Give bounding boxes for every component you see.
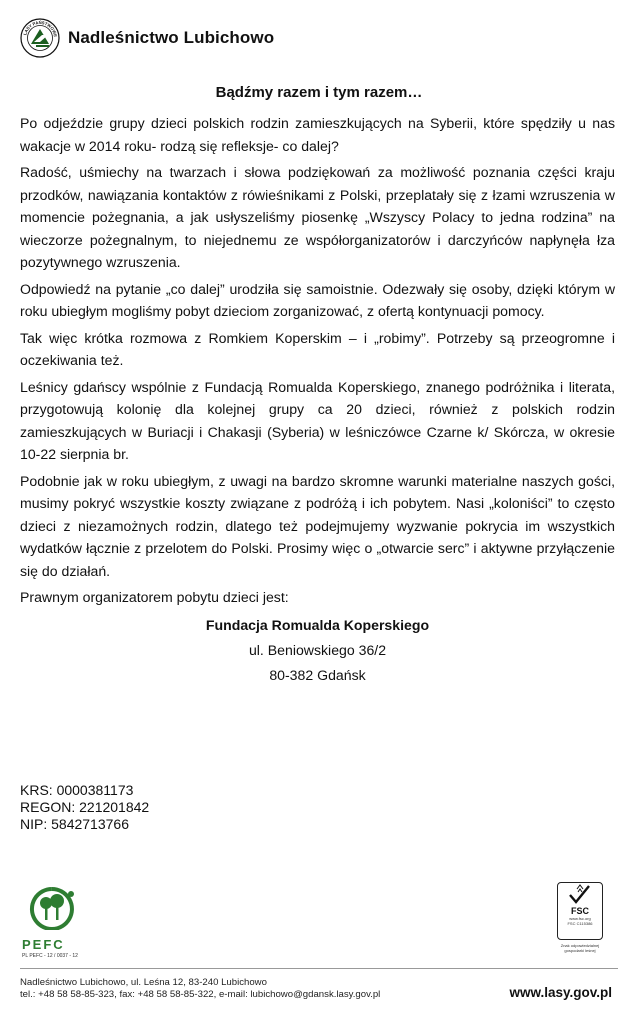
- pefc-logo-icon: [22, 886, 82, 930]
- foundation-name: Fundacja Romualda Koperskiego: [205, 616, 430, 633]
- paragraph: Prawnym organizatorem pobytu dzieci jest:: [20, 589, 289, 605]
- paragraph: Leśnicy gdańscy wspólnie z Fundacją Romualda Koperskiego, znanego podróżnika i literata, przygotowują kolonię dla kolejnej grupy ca 20 dzieci, również z polskich rodzin zamieszkujących w Buriacji i Chakasji (Syberia) w leśniczówce Czarne k/ Skórcza, w okresie 10-22 sierpnia br.: [20, 378, 615, 462]
- paragraph: Podobnie jak w roku ubiegłym, z uwagi na bardzo skromne warunki materialne naszych gości, musimy pokryć wszystkie koszty związane z podróżą i ich pobytem. Nasi „koloniści” to często dzieci z niezamożnych rodzin, dlatego też podejmujemy wyzwanie pokrycia im wszystkich wydatków łącznie z przelotem do Polski. Prosimy więc o „otwarcie serc” i aktywne przyłączenie się do działań.: [20, 472, 615, 579]
- organizer-address: [20, 613, 615, 688]
- footer-contact: [20, 977, 380, 1001]
- fsc-logo: [557, 882, 603, 940]
- fsc-code: FSC C115386: [567, 921, 593, 926]
- footer-contact-line: tel.: +48 58 58-85-323, fax: +48 58 58-85-322, e-mail: lubichowo@gdansk.lasy.gov.pl: [20, 989, 381, 1000]
- letter-body: [20, 112, 615, 688]
- fsc-certification: [552, 882, 608, 953]
- fsc-caption-2: gospodarki leśnej: [564, 948, 596, 953]
- paragraph: Po odjeździe grupy dzieci polskich rodzin zamieszkujących na Syberii, które spędziły u nas wakacje w 2014 roku- rodzą się refleksje- co dalej?: [20, 115, 615, 154]
- org-name: Nadleśnictwo Lubichowo: [68, 28, 275, 47]
- footer-divider: [20, 968, 618, 969]
- letter-title: Bądźmy razem i tym razem…: [215, 84, 423, 101]
- regon-number: REGON: 221201842: [20, 799, 150, 815]
- paragraph: Radość, uśmiechy na twarzach i słowa podziękowań za możliwość poznania części kraju przodków, nawiązania kontaktów z rówieśnikami z Polski, przeplatały się z łzami wzruszenia w momencie pożegnania, a jak usłyszeliśmy piosenkę „Wszyscy Polacy to jedna rodzina” na wieczorze pożegnalnym, to niejednemu ze współorganizatorów i darczyńców napłynęła łza pozytywnego wzruszenia.: [20, 164, 615, 270]
- pefc-certification: [22, 886, 92, 959]
- lasy-panstwowe-logo: [20, 18, 60, 58]
- pefc-word: PEFC: [22, 937, 65, 952]
- paragraph: Tak więc krótka rozmowa z Romkiem Koperskim – i „robimy”. Potrzeby są przeogromne i oczekiwania też.: [20, 329, 615, 368]
- pefc-code: PL PEFC - 12 / 0037 - 12: [22, 953, 78, 959]
- fsc-word: FSC: [571, 906, 589, 916]
- nip-number: NIP: 5842713766: [20, 816, 129, 832]
- foundation-city: 80-382 Gdańsk: [269, 666, 366, 683]
- registration-ids: [20, 782, 149, 833]
- fsc-site: www.fsc.org: [569, 916, 591, 921]
- letterhead: [20, 16, 274, 60]
- logo-ring-text: LASY PAŃSTWOWE: [22, 19, 58, 38]
- website-link[interactable]: www.lasy.gov.pl: [509, 985, 612, 1000]
- krs-number: KRS: 0000381173: [20, 782, 134, 798]
- foundation-street: ul. Beniowskiego 36/2: [248, 641, 387, 658]
- fsc-caption-1: Znak odpowiedzialnej: [560, 943, 600, 948]
- paragraph: Odpowiedź na pytanie „co dalej” urodziła się samoistnie. Odezwały się osoby, dzięki którym w roku ubiegłym mogliśmy pobyt dzieciom zorganizować, z ofertą kontynuacji pomocy.: [20, 280, 615, 319]
- footer-address: Nadleśnictwo Lubichowo, ul. Leśna 12, 83-240 Lubichowo: [20, 977, 267, 988]
- fsc-tree-check-icon: [567, 883, 593, 905]
